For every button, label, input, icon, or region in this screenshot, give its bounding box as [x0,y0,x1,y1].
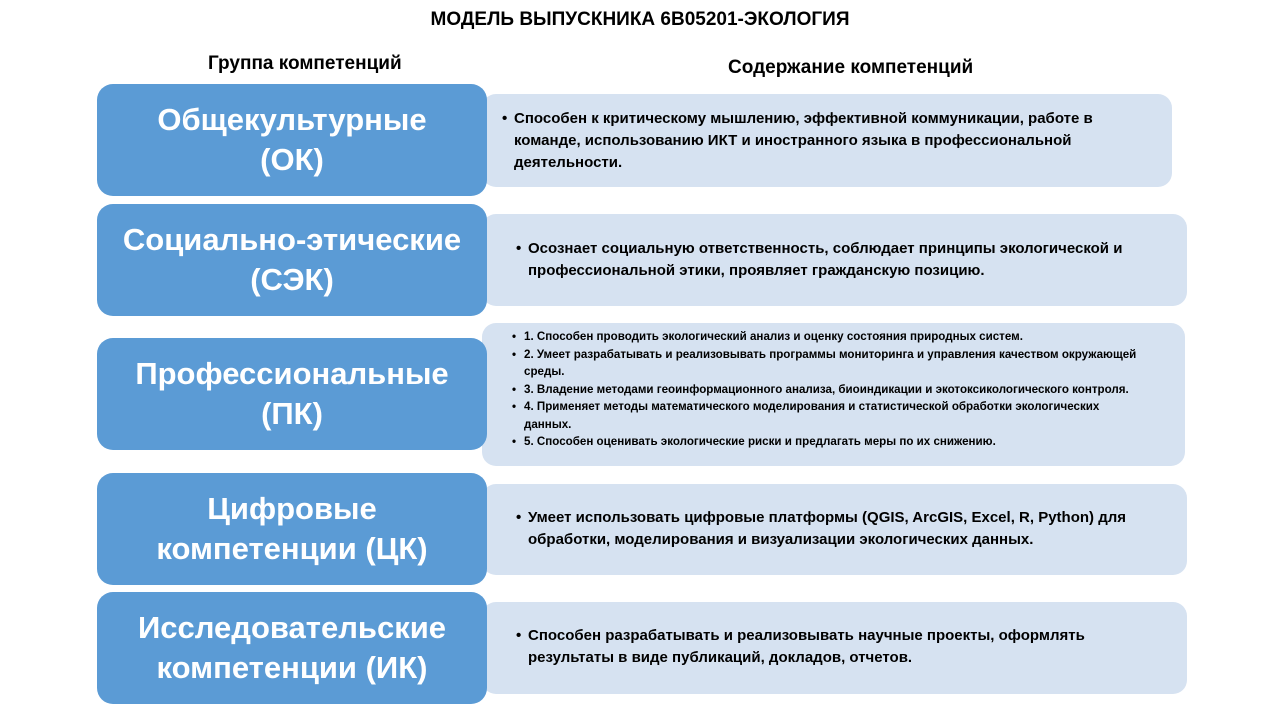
sek-description-text: • Осознает социальную ответственность, соблюдает принципы экологической и профессиональной этики, проявляет гражданскую позицию. [516,238,1157,282]
pk-item-1: • 1. Способен проводить экологический анализ и оценку состояния природных систем. [512,328,1145,346]
content-column-header: Содержание компетенций [728,57,974,78]
pk-item-2: • 2. Умеет разрабатывать и реализовывать программы мониторинга и управления качеством окружающей среды. [512,346,1145,381]
pk-item-4: • 4. Применяет методы математического моделирования и статистической обработки экологических данных. [512,398,1145,433]
ok-group-name: Общекультурные [157,102,427,137]
ik-description-text: • Способен разрабатывать и реализовывать научные проекты, оформлять результаты в виде публикаций, докладов, отчетов. [516,625,1137,669]
pk-group-name: Профессиональные [135,356,449,391]
pk-group-box [97,338,487,450]
pk-item-5: • 5. Способен оценивать экологические риски и предлагать меры по их снижению. [512,433,1145,451]
pk-item-3: • 3. Владение методами геоинформационного анализа, биоиндикации и экотоксикологического контроля. [512,381,1145,399]
page-title: МОДЕЛЬ ВЫПУСКНИКА 6В05201-ЭКОЛОГИЯ [430,9,850,30]
ik-group-abbr: компетенции (ИК) [156,650,428,685]
sek-group-name: Социально-этические [122,222,462,257]
ok-group-abbr: (ОК) [260,142,324,177]
group-column-header: Группа компетенций [208,53,402,74]
ck-group-name: Цифровые [207,491,377,526]
ok-group-box [97,84,487,196]
ik-description-box [482,602,1187,694]
pk-description-box [482,323,1185,466]
ck-group-abbr: компетенции (ЦК) [156,531,428,566]
ok-description-box [482,94,1172,187]
pk-group-abbr: (ПК) [261,396,323,431]
ik-group-name: Исследовательские [137,610,447,645]
sek-group-box [97,204,487,316]
sek-description-box [482,214,1187,306]
ck-description-box [482,484,1187,575]
ck-group-box [97,473,487,585]
ck-description-text: • Умеет использовать цифровые платформы (QGIS, ArcGIS, Excel, R, Python) для обработки, моделирования и визуализации экологических данных. [516,507,1147,551]
ok-description-text: • Способен к критическому мышлению, эффективной коммуникации, работе в команде, использованию ИКТ и иностранного языка в профессиональной деятельности. [502,108,1136,174]
sek-group-abbr: (СЭК) [250,262,334,297]
ik-group-box [97,592,487,704]
